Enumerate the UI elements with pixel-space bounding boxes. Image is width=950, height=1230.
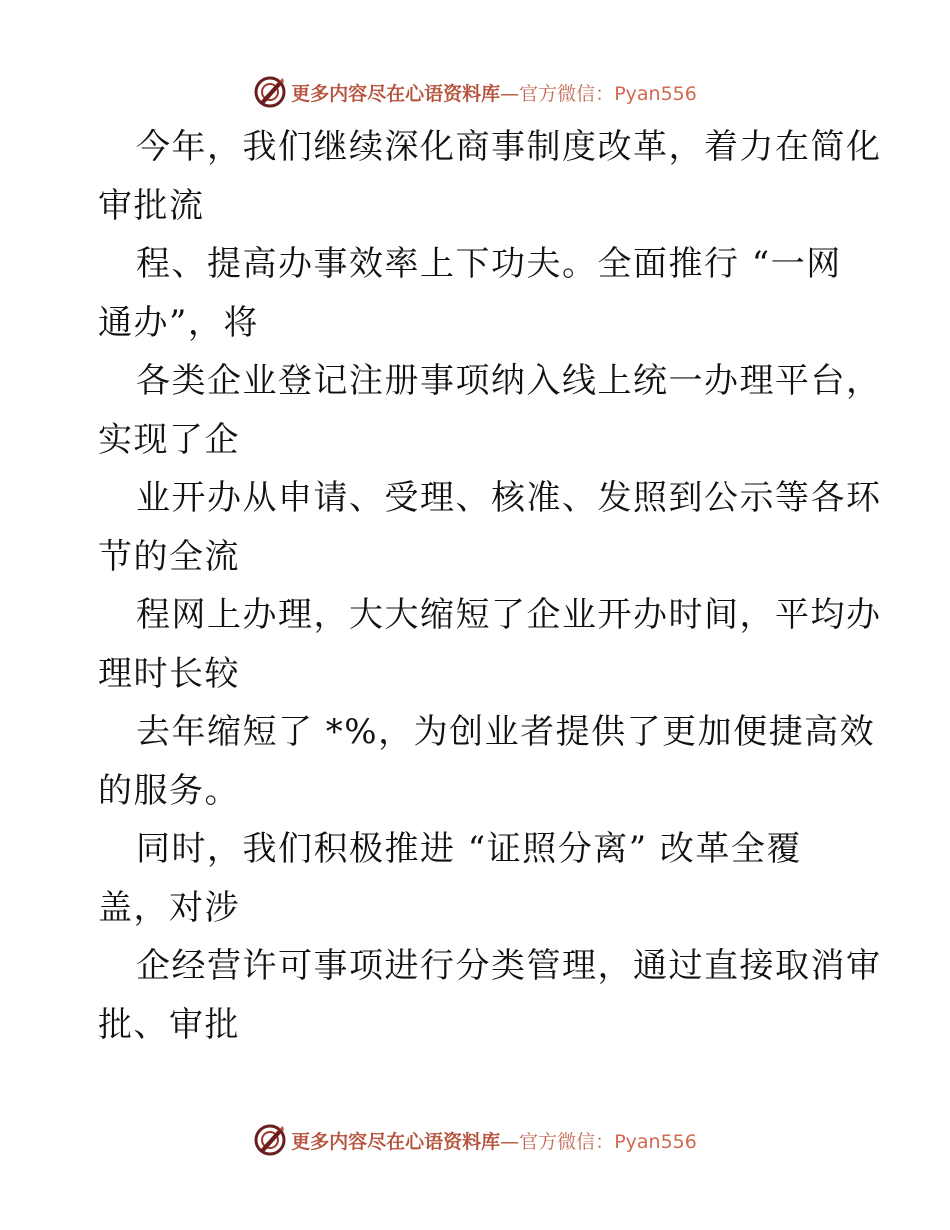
- pen-logo-icon: [253, 75, 287, 109]
- banner-text: [291, 79, 697, 106]
- body-line: 同时，我们积极推进 “证照分离” 改革全覆: [136, 829, 802, 869]
- body-line: 程、提高办事效率上下功夫。全面推行 “一网: [136, 244, 842, 284]
- body-line: 理时长较: [98, 653, 240, 694]
- banner-wechat-label: 官方微信：: [519, 82, 615, 105]
- body-line: 企经营许可事项进行分类管理，通过直接取消审: [136, 946, 882, 986]
- banner-separator: —: [500, 82, 520, 105]
- body-line: 业开办从申请、受理、核准、发照到公示等各环: [136, 478, 882, 518]
- body-line: 各类企业登记注册事项纳入线上统一办理平台，: [136, 361, 882, 401]
- footer-banner: [0, 1118, 950, 1162]
- body-line: 去年缩短了 *%，为创业者提供了更加便捷高效: [136, 712, 876, 752]
- banner-wechat-id: Pyan556: [614, 82, 697, 105]
- body-line: 的服务。: [98, 770, 240, 811]
- body-line: 批、审批: [98, 1004, 240, 1045]
- body-line: 今年，我们继续深化商事制度改革，着力在简化: [136, 127, 882, 167]
- banner-main-text: 更多内容尽在心语资料库: [291, 1130, 501, 1153]
- banner-wechat-id: Pyan556: [614, 1130, 697, 1153]
- banner-text: [291, 1127, 697, 1154]
- banner-separator: —: [500, 1130, 520, 1153]
- pen-logo-icon: [253, 1123, 287, 1157]
- body-line: 节的全流: [98, 536, 240, 577]
- body-line: 程网上办理，大大缩短了企业开办时间，平均办: [136, 595, 882, 635]
- body-line: 盖，对涉: [98, 887, 240, 928]
- body-line: 审批流: [98, 185, 205, 226]
- document-body: [98, 118, 882, 1054]
- banner-main-text: 更多内容尽在心语资料库: [291, 82, 501, 105]
- body-line: 通办”，将: [98, 302, 259, 343]
- body-line: 实现了企: [98, 419, 240, 460]
- banner-wechat-label: 官方微信：: [519, 1130, 615, 1153]
- header-banner: [0, 70, 950, 114]
